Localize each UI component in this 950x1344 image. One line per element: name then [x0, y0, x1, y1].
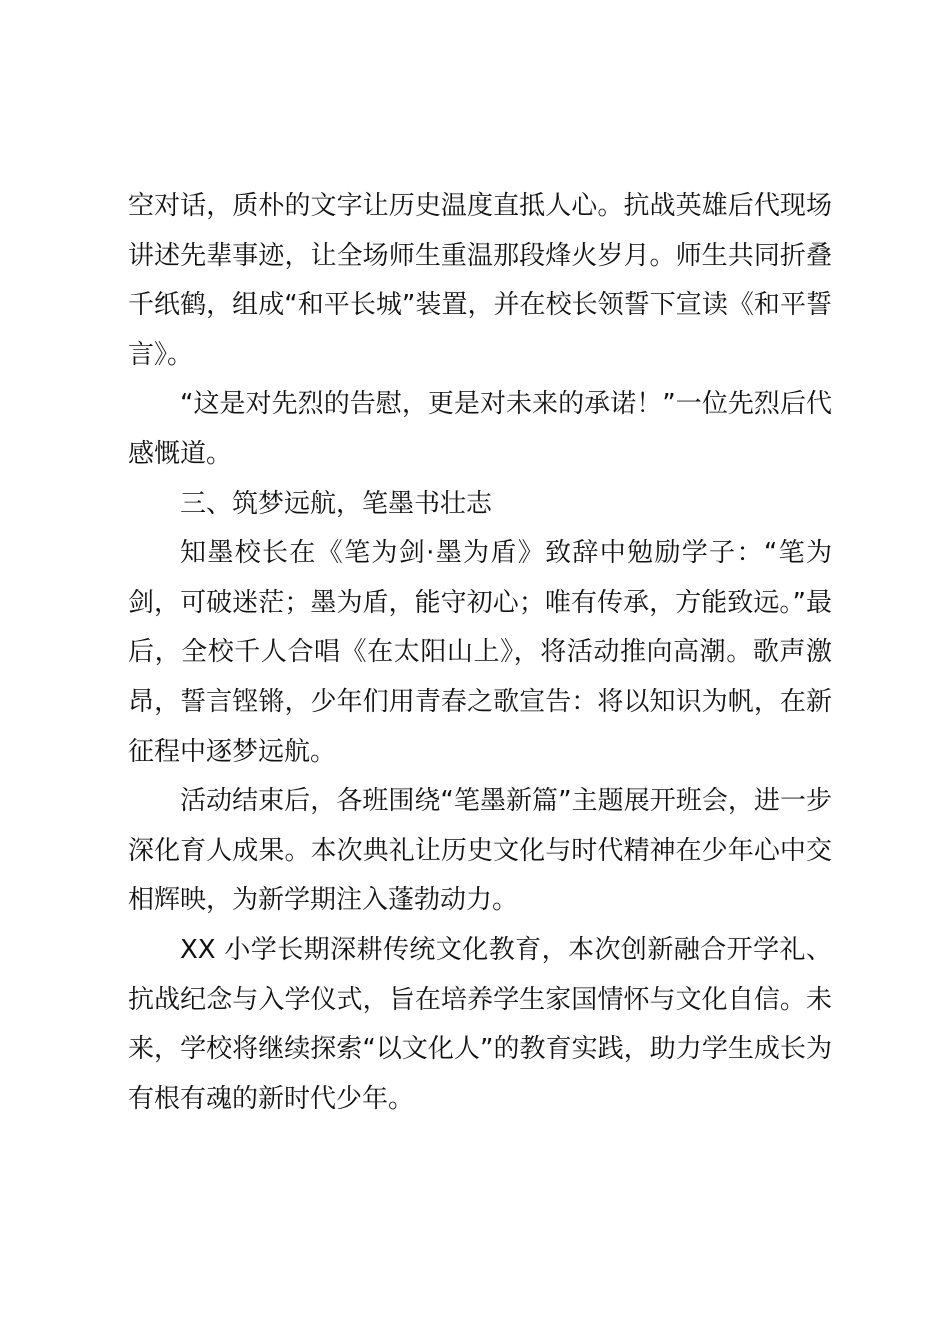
paragraph-continuation: 空对话，质朴的文字让历史温度直抵人心。抗战英雄后代现场讲述先辈事迹，让全场师生重温那段烽火岁月。师生共同折叠千纸鹤，组成“和平长城”装置，并在校长领誓下宣读《和平誓言》。: [128, 191, 832, 370]
paragraph-school-summary: XX 小学长期深耕传统文化教育，本次创新融合开学礼、抗战纪念与入学仪式，旨在培养学生家国情怀与文化自信。未来，学校将继续探索“以文化人”的教育实践，助力学生成长为有根有魂的新时代少年。: [128, 934, 832, 1114]
section-heading: 三、筑梦远航，笔墨书壮志: [180, 488, 493, 519]
paragraph-principal-speech: 知墨校长在《笔为剑·墨为盾》致辞中勉励学子：“笔为剑，可破迷茫；墨为盾，能守初心；唯有传承，方能致远。”最后，全校千人合唱《在太阳山上》，将活动推向高潮。歌声激昂，誓言铿锵，少年们用青春之歌宣告：将以知识为帆，在新征程中逐梦远航。: [128, 538, 832, 767]
document-body: [128, 182, 832, 1124]
paragraph-quote: “这是对先烈的告慰，更是对未来的承诺！”一位先烈后代感慨道。: [128, 389, 832, 469]
paragraph-after-event: 活动结束后，各班围绕“笔墨新篇”主题展开班会，进一步深化育人成果。本次典礼让历史文化与时代精神在少年心中交相辉映，为新学期注入蓬勃动力。: [128, 786, 832, 916]
